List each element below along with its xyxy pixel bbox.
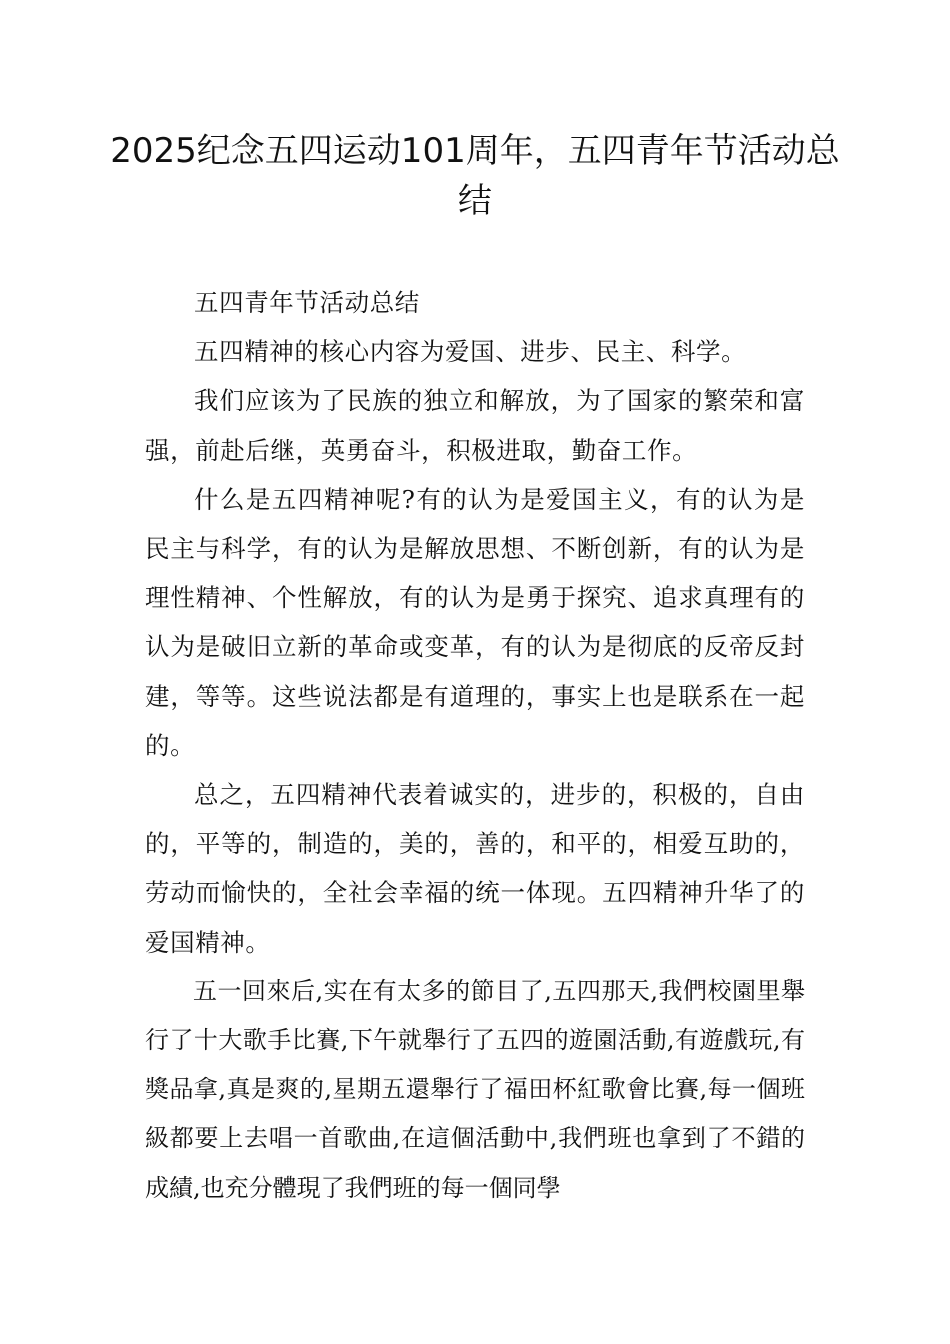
- paragraph: 什么是五四精神呢?有的认为是爱国主义，有的认为是民主与科学，有的认为是解放思想、不断创新，有的认为是理性精神、个性解放，有的认为是勇于探究、追求真理有的认为是破旧立新的革命或变革，有的认为是彻底的反帝反封建，等等。这些说法都是有道理的，事实上也是联系在一起的。: [145, 484, 805, 760]
- paragraph: 五一回來后,实在有太多的節目了,五四那天,我們校園里舉行了十大歌手比賽,下午就舉行了五四的遊園活動,有遊戲玩,有獎品拿,真是爽的,星期五還舉行了福田杯紅歌會比賽,每一個班級都要上去唱一首歌曲,在這個活動中,我們班也拿到了不錯的成績,也充分體現了我們班的每一個同學: [145, 976, 805, 1202]
- document-title: 2025纪念五四运动101周年，五四青年节活动总结: [110, 131, 840, 221]
- paragraph: 我们应该为了民族的独立和解放，为了国家的繁荣和富强，前赴后继，英勇奋斗，积极进取，勤奋工作。: [145, 386, 805, 465]
- paragraph-heading: 五四青年节活动总结: [194, 288, 420, 317]
- paragraph: 总之，五四精神代表着诚实的，进步的，积极的，自由的，平等的，制造的，美的，善的，和平的，相爱互助的，劳动而愉快的，全社会幸福的统一体现。五四精神升华了的爱国精神。: [145, 780, 805, 957]
- paragraph: 五四精神的核心内容为爱国、进步、民主、科学。: [194, 337, 747, 367]
- document-body: [145, 278, 805, 1213]
